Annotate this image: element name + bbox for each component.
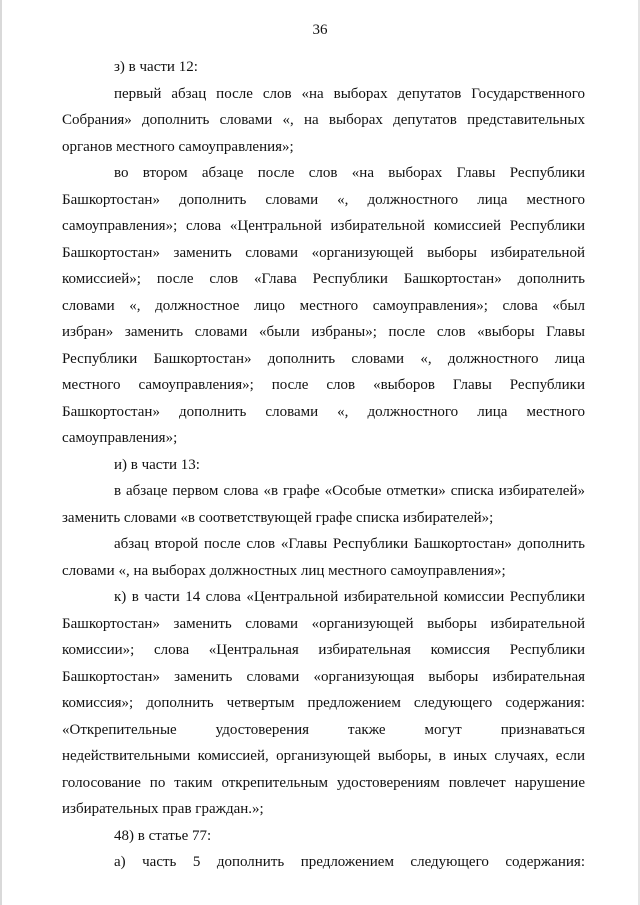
text-line: во втором абзаце после слов «на выборах Главы Республики bbox=[114, 165, 585, 181]
text-line: Башкортостан» заменить словами «организующей выборы избирательной bbox=[62, 615, 585, 632]
text-line: органов местного самоуправления»; bbox=[62, 138, 294, 155]
text-line: а) часть 5 дополнить предложением следующего содержания: bbox=[114, 854, 585, 870]
text-line: Собрания» дополнить словами «, на выборах депутатов представительных bbox=[62, 112, 585, 128]
text-line: самоуправления»; слова «Центральной избирательной комиссией Республики bbox=[62, 218, 585, 234]
text-line: Башкортостан» заменить словами «организующая выборы избирательная bbox=[62, 668, 585, 685]
scan-edge-left bbox=[0, 0, 2, 905]
text-line: заменить словами «в соответствующей графе списка избирателей»; bbox=[62, 509, 494, 526]
text-line: недействительными комиссией, организующей выборы, в иных случаях, если bbox=[62, 748, 585, 764]
text-line: Башкортостан» заменить словами «организующей выборы избирательной bbox=[62, 244, 585, 261]
text-line: «Открепительные удостоверения также могут признаваться bbox=[62, 721, 585, 738]
text-line: первый абзац после слов «на выборах депутатов Государственного bbox=[114, 85, 585, 102]
text-line: з) в части 12: bbox=[114, 59, 198, 75]
text-line: к) в части 14 слова «Центральной избирательной комиссии Республики bbox=[114, 589, 585, 605]
text-line: Башкортостан» дополнить словами «, должностного лица местного bbox=[62, 403, 585, 420]
text-line: и) в части 13: bbox=[114, 456, 200, 473]
text-line: комиссия»; дополнить четвертым предложением следующего содержания: bbox=[62, 695, 585, 711]
text-line: словами «, должностное лицо местного самоуправления»; слова «был bbox=[62, 297, 585, 314]
text-line: абзац второй после слов «Главы Республики Башкортостан» дополнить bbox=[114, 536, 585, 552]
document-body bbox=[62, 54, 585, 876]
text-line: комиссии»; слова «Центральная избирательная комиссия Республики bbox=[62, 642, 585, 658]
text-line: самоуправления»; bbox=[62, 430, 178, 446]
text-line: местного самоуправления»; после слов «выборов Главы Республики bbox=[62, 377, 585, 393]
text-line: в абзаце первом слова «в графе «Особые отметки» списка избирателей» bbox=[114, 483, 585, 499]
text-line: избран» заменить словами «были избраны»; после слов «выборы Главы bbox=[62, 324, 585, 340]
page-number: 36 bbox=[312, 22, 328, 38]
text-line: избирательных прав граждан.»; bbox=[62, 801, 264, 817]
text-line: голосование по таким открепительным удостоверениям повлечет нарушение bbox=[62, 774, 585, 791]
text-line: комиссией»; после слов «Глава Республики Башкортостан» дополнить bbox=[62, 271, 585, 287]
text-line: Башкортостан» дополнить словами «, должностного лица местного bbox=[62, 191, 585, 208]
text-line: Республики Башкортостан» дополнить словами «, должностного лица bbox=[62, 350, 585, 367]
text-line: 48) в статье 77: bbox=[114, 827, 212, 844]
text-line: словами «, на выборах должностных лиц местного самоуправления»; bbox=[62, 562, 506, 579]
